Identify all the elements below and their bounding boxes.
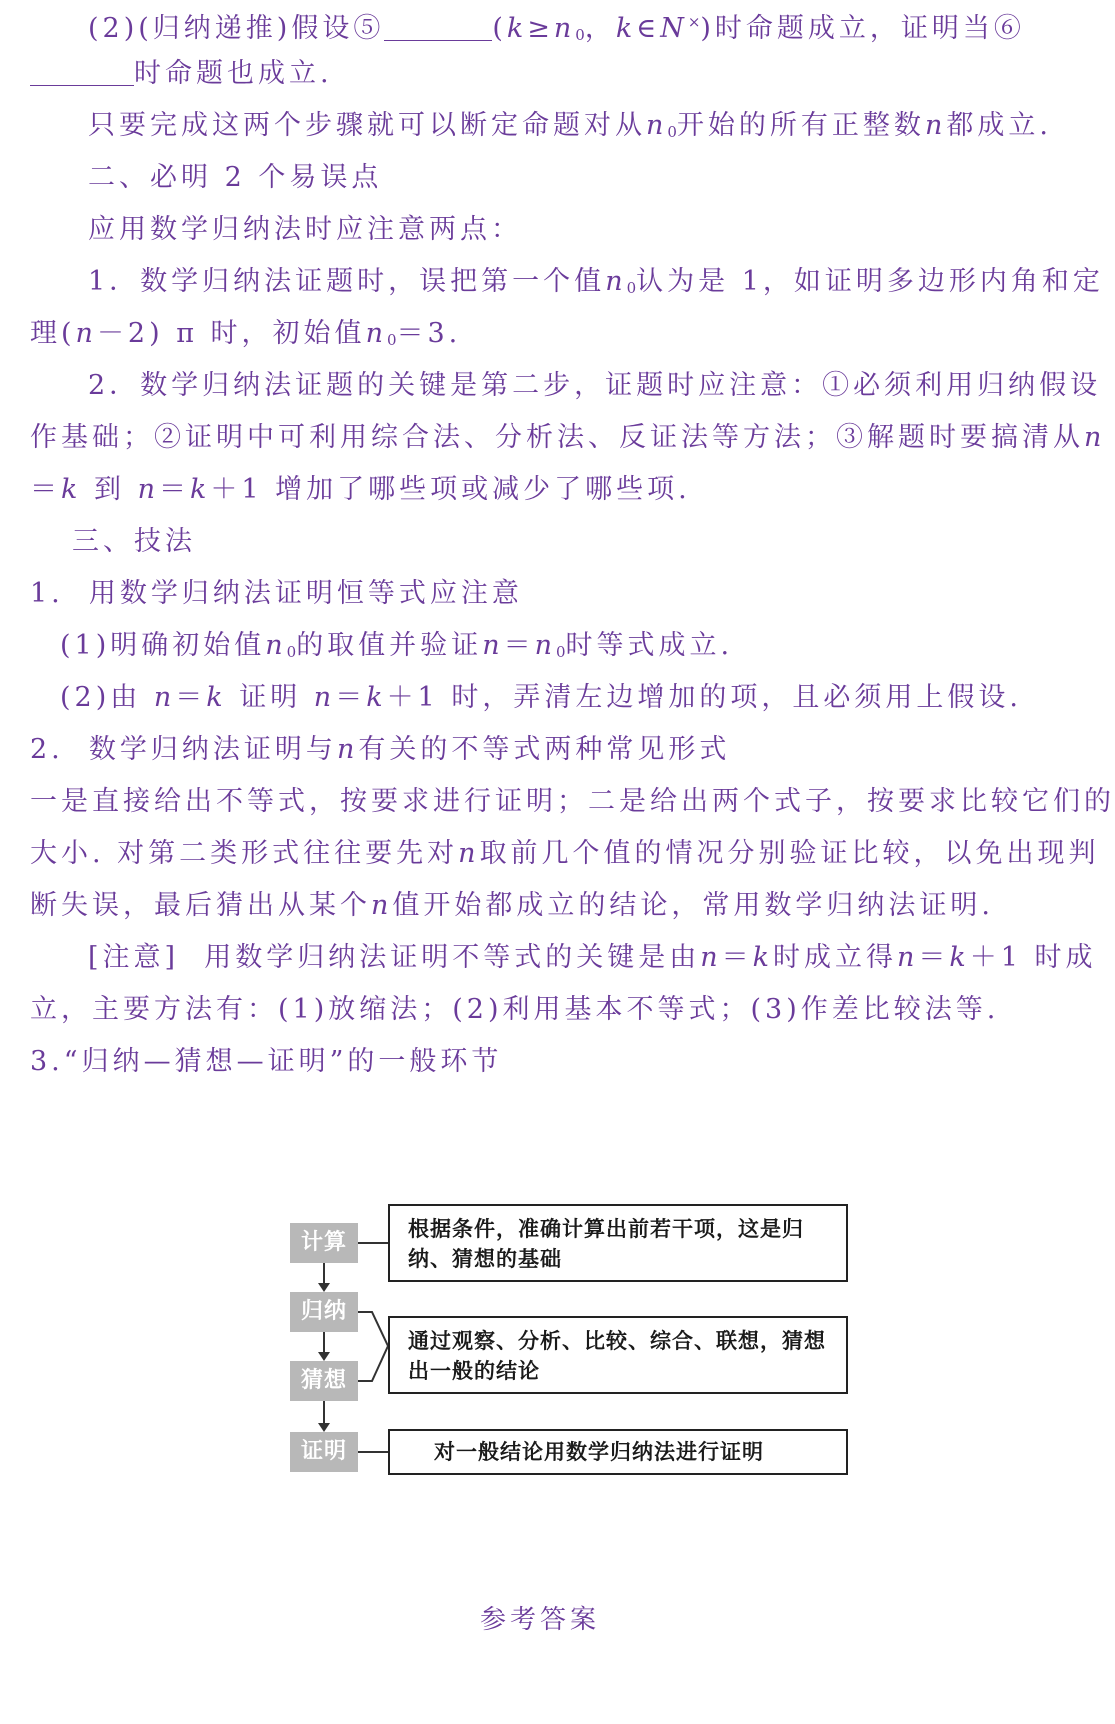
text-line-8 [0,358,1102,414]
text-line-18 [0,878,1080,934]
var: k [752,942,773,973]
var: k [366,682,387,713]
var: n [924,110,947,141]
var: n [265,630,287,661]
text: ＋1 增加了哪些项或减少了哪些项. [210,474,691,505]
text: 认为是 1，如证明多边形内角和定 [636,266,1104,297]
text-line-3 [0,98,1080,154]
var: n [365,318,387,349]
text: 理( [30,318,76,349]
text-line-7 [0,306,1080,362]
text: [注意] 用数学归纳法证明不等式的关键是由 [88,942,701,973]
text-line-21 [0,1034,1080,1090]
var: k [949,942,970,973]
var: N [660,13,688,44]
text: ＝ [721,942,753,973]
var: k [506,13,528,44]
text: ＝ [30,474,61,505]
subscript: 0 [555,643,566,661]
text: 断失误，最后猜出从某个 [30,890,371,921]
text: ＝ [503,630,535,661]
text: ， [584,13,616,44]
var: n [482,630,504,661]
text-line-13 [0,618,1080,674]
text-line-5 [0,202,1080,258]
var: n [458,838,480,869]
text-line-9 [0,410,1106,466]
text-line-14 [0,670,1080,726]
text: (2)(归纳递推)假设⑤ [88,13,385,44]
text: 时成立得 [773,942,897,973]
connector-1 [358,1242,388,1244]
text: ＋1 时成 [969,942,1097,973]
text: 的取值并验证 [296,630,483,661]
text: ＝3. [396,318,462,349]
text: ＝ [335,682,367,713]
section-heading-3 [0,514,1080,570]
text: ( [492,13,507,44]
text: ∈ [636,13,661,44]
note-line [0,930,1097,986]
text-line-17 [0,826,1100,882]
var: n [313,682,336,713]
text: 取前几个值的情况分别验证比较，以免出现判 [479,838,1100,869]
arrow-head-2 [318,1352,330,1361]
superscript: × [687,13,701,31]
text: (1)明确初始值 [60,630,266,661]
text: －2) π 时，初始值 [96,318,366,349]
subscript: 0 [286,643,297,661]
text: 二、必明 2 个易误点 [88,162,383,193]
text: 一是直接给出不等式，按要求进行证明；二是给出两个式子，按要求比较它们的 [30,786,1115,817]
subscript: 0 [667,123,677,141]
answer-blank-6[interactable] [30,49,134,86]
text: 到 [93,474,125,505]
text: ＋1 时，弄清左边增加的项，且必须用上假设. [386,682,1022,713]
text: 2．数学归纳法证题的关键是第二步，证题时应注意：①必须利用归纳假设 [88,370,1102,401]
arrow-line-1 [323,1263,325,1283]
subscript: 0 [386,331,397,349]
text: 三、技法 [72,526,196,557]
var: k [206,682,227,713]
text: ＝ [158,474,190,505]
subscript: 0 [575,26,585,44]
text: (2)由 [60,682,142,713]
text: 作基础；②证明中可利用综合法、分析法、反证法等方法；③解题时要搞清从 [30,422,1084,453]
var: n [605,266,627,297]
var: k [189,474,211,505]
text: 立，主要方法有：(1)放缩法；(2)利用基本不等式；(3)作差比较法等. [30,994,1000,1025]
step-prove: 证明 [290,1432,358,1472]
section-heading-2 [0,150,1080,206]
arrow-line-2 [323,1332,325,1352]
text-line-6 [0,254,1104,310]
text-line-20 [0,982,1080,1038]
var: n [153,682,176,713]
var: n [534,630,556,661]
var: n [336,734,359,765]
text: 时等式成立. [565,630,734,661]
var: k [615,13,637,44]
desc-prove: 对一般结论用数学归纳法进行证明 [388,1429,848,1475]
text: 2. 数学归纳法证明与 [30,734,337,765]
step-calculate: 计算 [290,1223,358,1263]
var: k [61,474,82,505]
var: n [371,890,393,921]
text-line-15 [0,722,1080,778]
text-line-12 [0,566,1080,622]
text: ＝ [918,942,950,973]
desc-calculate: 根据条件，准确计算出前若干项，这是归纳、猜想的基础 [388,1204,848,1282]
text: 3.“归纳—猜想—证明”的一般环节 [30,1046,503,1077]
answer-blank-5[interactable] [384,4,492,41]
text: 开始的所有正整数 [676,110,925,141]
step-conjecture: 猜想 [290,1361,358,1401]
var: n [646,110,668,141]
reference-answer-heading: 参考答案 [479,1605,600,1635]
text: 应用数学归纳法时应注意两点： [88,214,522,245]
text: 值开始都成立的结论，常用数学归纳法证明. [392,890,994,921]
var: n [553,13,576,44]
text-line-2 [0,46,1080,102]
text: )时命题成立，证明当⑥ [700,13,1025,44]
text: 都成立. [946,110,1052,141]
text: 1．数学归纳法证题时，误把第一个值 [88,266,606,297]
text: 证明 [239,682,302,713]
text-line-1 [0,0,1080,50]
var: n [1084,422,1106,453]
text-line-16 [0,774,1115,830]
arrow-head-1 [318,1283,330,1292]
var: n [75,318,97,349]
var: n [897,942,919,973]
text: 大小. 对第二类形式往往要先对 [30,838,459,869]
text: 1. 用数学归纳法证明恒等式应注意 [30,578,523,609]
text: ＝ [175,682,207,713]
text-line-10 [0,462,1080,518]
step-induce: 归纳 [290,1292,358,1332]
subscript: 0 [626,279,637,297]
var: n [700,942,722,973]
text: 有关的不等式两种常见形式 [358,734,731,765]
text: 时命题也成立. [134,58,333,89]
connector-3 [358,1451,388,1453]
text: 只要完成这两个步骤就可以断定命题对从 [88,110,646,141]
var: n [137,474,159,505]
desc-induce-conjecture: 通过观察、分析、比较、综合、联想，猜想出一般的结论 [388,1316,848,1394]
text: ≥ [527,13,554,44]
arrow-line-3 [323,1401,325,1423]
arrow-head-3 [318,1423,330,1432]
